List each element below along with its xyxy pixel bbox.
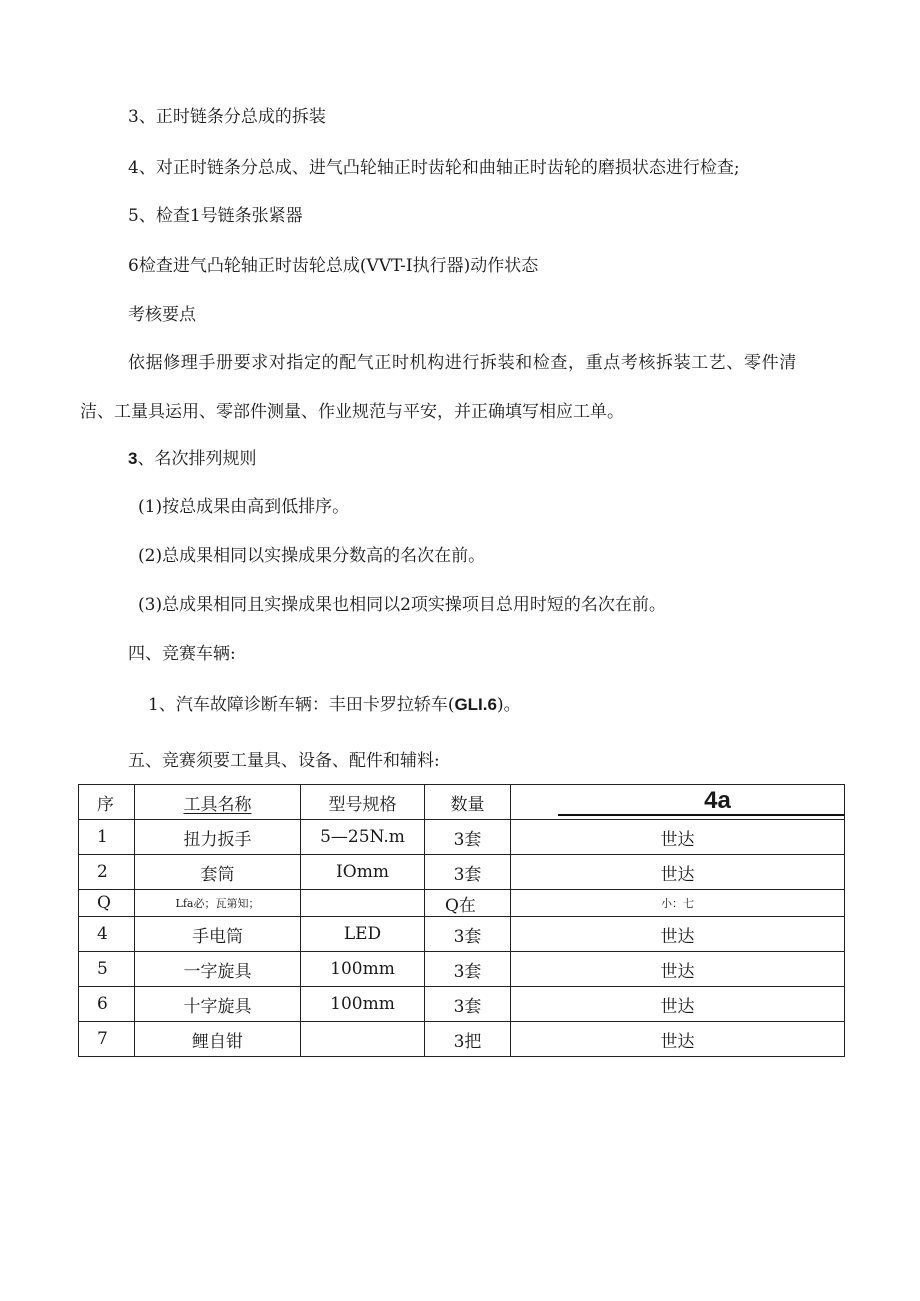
cell-tool-name: 手电筒 bbox=[135, 917, 301, 952]
cell-tool-name: 扭力扳手 bbox=[135, 820, 301, 855]
cell-brand: 世达 bbox=[511, 855, 845, 890]
header-tool-name-text: 工具名称 bbox=[183, 794, 252, 815]
cell-seq: 4 bbox=[79, 917, 135, 952]
table-row bbox=[79, 820, 845, 855]
assessment-heading: 考核要点 bbox=[128, 305, 196, 325]
cell-spec: 5—25N.m bbox=[301, 820, 425, 855]
cell-qty: Q在 bbox=[425, 890, 511, 917]
cell-seq: 5 bbox=[79, 952, 135, 987]
table-row bbox=[79, 855, 845, 890]
assessment-paragraph-line2: 洁、工量具运用、零部件测量、作业规范与平安，并正确填写相应工单。 bbox=[80, 402, 624, 422]
header-extra bbox=[511, 785, 845, 820]
cell-seq: Q bbox=[79, 890, 135, 917]
vehicles-item-1 bbox=[148, 694, 521, 716]
cell-seq: 1 bbox=[79, 820, 135, 855]
list-item-5: 5、检查1号链条张紧器 bbox=[128, 206, 303, 226]
cell-spec: IOmm bbox=[301, 855, 425, 890]
vehicles-item-1-prefix: 1、汽车故障诊断车辆：丰田卡罗拉轿车( bbox=[148, 695, 455, 715]
cell-brand: 世达 bbox=[511, 820, 845, 855]
cell-spec bbox=[301, 890, 425, 917]
cell-spec: 100mm bbox=[301, 952, 425, 987]
cell-tool-name: 十字旋具 bbox=[135, 987, 301, 1022]
list-item-3: 3、正时链条分总成的拆装 bbox=[128, 107, 326, 127]
cell-tool-name: Lfa必；瓦第知； bbox=[135, 890, 301, 917]
cell-spec: 100mm bbox=[301, 987, 425, 1022]
header-tool-name bbox=[135, 785, 301, 820]
vehicles-heading: 四、竞赛车辆: bbox=[128, 644, 236, 664]
cell-tool-name: 鲤自钳 bbox=[135, 1022, 301, 1057]
table-row bbox=[79, 987, 845, 1022]
cell-brand: 世达 bbox=[511, 1022, 845, 1057]
table-header-row bbox=[79, 785, 845, 820]
cell-seq: 7 bbox=[79, 1022, 135, 1057]
cell-tool-name: 一字旋具 bbox=[135, 952, 301, 987]
cell-brand: 世达 bbox=[511, 952, 845, 987]
ranking-rule-1: (1)按总成果由高到低排序。 bbox=[138, 497, 350, 517]
tools-section-heading: 五、竞赛须要工量具、设备、配件和辅料: bbox=[128, 751, 440, 771]
ranking-rule-3: (3)总成果相同且实操成果也相同以2项实操项目总用时短的名次在前。 bbox=[138, 595, 666, 615]
list-item-6: 6检查进气凸轮轴正时齿轮总成(VVT-I执行器)动作状态 bbox=[128, 256, 539, 276]
header-spec: 型号规格 bbox=[301, 785, 425, 820]
ranking-heading bbox=[128, 448, 256, 470]
cell-brand: 世达 bbox=[511, 987, 845, 1022]
header-extra-text: 4a bbox=[558, 788, 845, 816]
header-qty: 数量 bbox=[425, 785, 511, 820]
cell-qty: 3套 bbox=[425, 952, 511, 987]
table-row bbox=[79, 1022, 845, 1057]
cell-tool-name: 套筒 bbox=[135, 855, 301, 890]
cell-qty: 3把 bbox=[425, 1022, 511, 1057]
table-row bbox=[79, 917, 845, 952]
tools-table bbox=[78, 784, 845, 1057]
cell-brand: 小：七 bbox=[511, 890, 845, 917]
cell-spec: LED bbox=[301, 917, 425, 952]
cell-qty: 3套 bbox=[425, 855, 511, 890]
header-seq: 序 bbox=[79, 785, 135, 820]
vehicles-item-1-suffix: )。 bbox=[496, 695, 521, 715]
table-row bbox=[79, 890, 845, 917]
vehicles-item-1-model: GLI.6 bbox=[454, 695, 497, 714]
cell-qty: 3套 bbox=[425, 820, 511, 855]
ranking-rule-2: (2)总成果相同以实操成果分数高的名次在前。 bbox=[138, 546, 486, 566]
cell-qty: 3套 bbox=[425, 917, 511, 952]
cell-seq: 2 bbox=[79, 855, 135, 890]
table-row bbox=[79, 952, 845, 987]
ranking-heading-number: 3 bbox=[128, 449, 138, 468]
cell-brand: 世达 bbox=[511, 917, 845, 952]
list-item-4: 4、对正时链条分总成、进气凸轮轴正时齿轮和曲轴正时齿轮的磨损状态进行检查; bbox=[128, 158, 740, 178]
ranking-heading-text: 、名次排列规则 bbox=[137, 449, 257, 469]
cell-spec bbox=[301, 1022, 425, 1057]
cell-seq: 6 bbox=[79, 987, 135, 1022]
assessment-paragraph-line1: 依据修理手册要求对指定的配气正时机构进行拆装和检查，重点考核拆装工艺、零件清 bbox=[128, 353, 797, 373]
cell-qty: 3套 bbox=[425, 987, 511, 1022]
